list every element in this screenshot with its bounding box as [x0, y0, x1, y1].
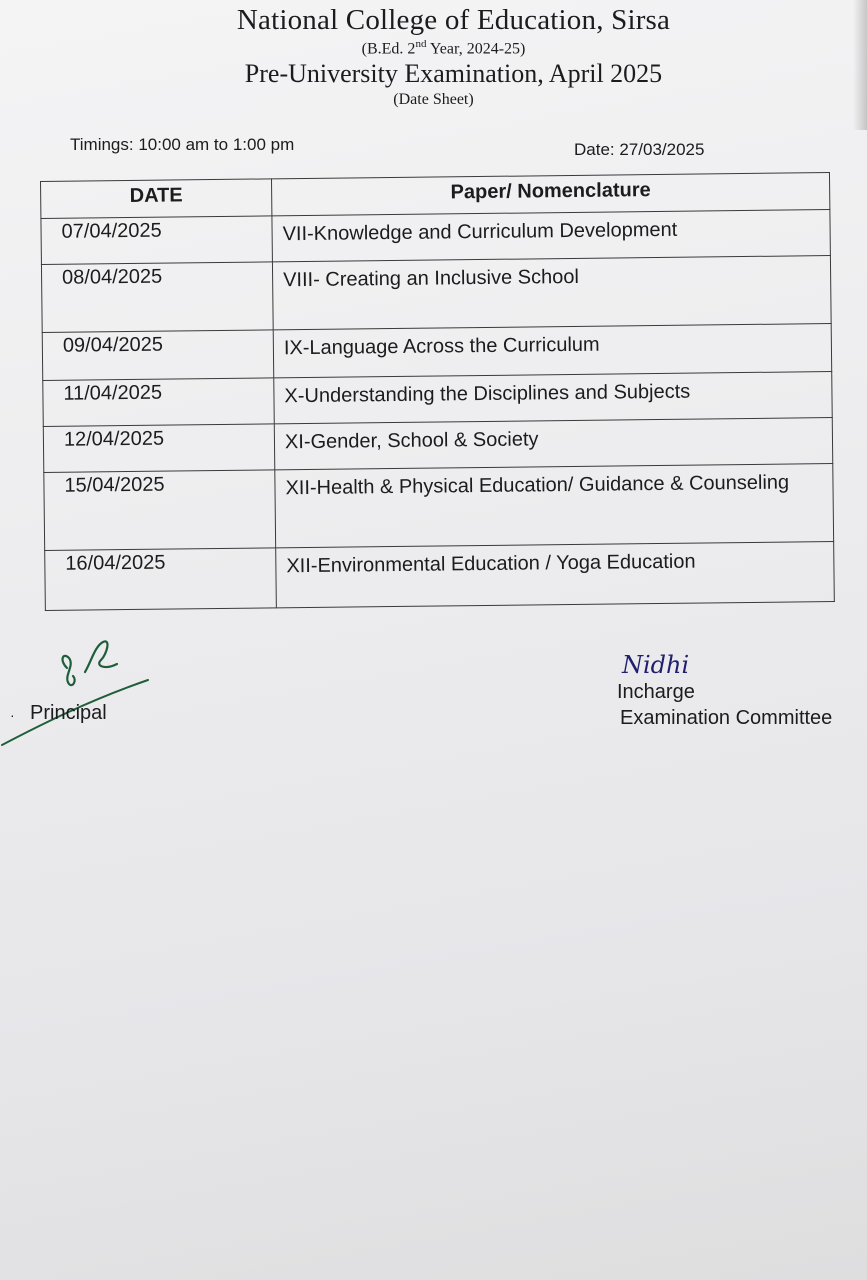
- row-paper: IX-Language Across the Curriculum: [273, 324, 832, 378]
- row-date: 09/04/2025: [42, 330, 274, 381]
- committee-title: Examination Committee: [620, 707, 833, 729]
- table-row: [44, 464, 834, 551]
- exam-title: Pre-University Examination, April 2025: [244, 59, 663, 88]
- header-date: DATE: [41, 179, 272, 219]
- row-date: 07/04/2025: [41, 216, 273, 265]
- row-date: 08/04/2025: [41, 262, 273, 333]
- header-paper: Paper/ Nomenclature: [271, 173, 829, 216]
- row-paper: VIII- Creating an Inclusive School: [272, 256, 831, 330]
- row-paper: VII-Knowledge and Curriculum Development: [272, 210, 830, 262]
- row-date: 15/04/2025: [44, 470, 276, 551]
- date-sheet-table: [40, 172, 835, 611]
- row-paper: XII-Environmental Education / Yoga Education: [276, 542, 835, 608]
- bullet-dot: ·: [10, 707, 15, 723]
- issue-date: Date: 27/03/2025: [574, 140, 705, 159]
- row-date: 11/04/2025: [43, 378, 275, 427]
- incharge-signature: [620, 645, 710, 685]
- exam-timings: Timings: 10:00 am to 1:00 pm: [70, 135, 295, 154]
- table-row: [41, 256, 831, 333]
- principal-title: Principal: [30, 702, 107, 724]
- date-sheet-label: (Date Sheet): [393, 91, 474, 108]
- row-date: 16/04/2025: [45, 548, 277, 611]
- date-sheet-table-wrapper: [40, 172, 835, 611]
- course-subtitle: (B.Ed. 2nd Year, 2024-25): [361, 38, 526, 58]
- incharge-title: Incharge: [617, 681, 695, 703]
- row-paper: X-Understanding the Disciplines and Subjects: [274, 372, 832, 424]
- row-paper: XII-Health & Physical Education/ Guidance & Counseling: [275, 464, 834, 548]
- incharge-signature-text: Nidhi: [622, 651, 690, 679]
- table-row: [45, 542, 835, 611]
- college-title: National College of Education, Sirsa: [236, 4, 671, 36]
- row-paper: XI-Gender, School & Society: [274, 418, 832, 470]
- row-date: 12/04/2025: [43, 424, 275, 473]
